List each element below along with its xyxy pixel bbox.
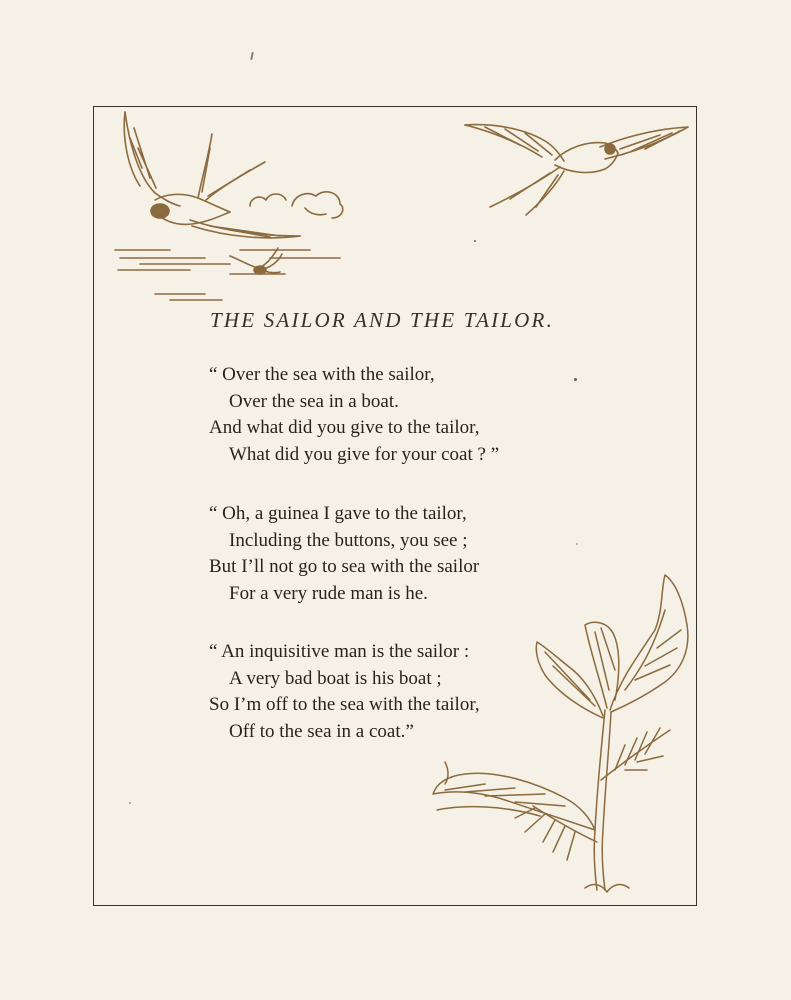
- poem-line: But I’ll not go to sea with the sailor: [209, 556, 480, 577]
- paper-speck: [129, 802, 131, 804]
- swallows-over-clouds-illustration: [110, 108, 355, 303]
- poem-line: A very bad boat is his boat ;: [229, 667, 442, 689]
- poem-line: Including the buttons, you see ;: [229, 529, 468, 551]
- poem-stanza-3: [209, 639, 480, 745]
- paper-speck: [576, 543, 578, 545]
- poem-line: Off to the sea in a coat.”: [229, 720, 414, 742]
- poem-line: So I’m off to the sea with the tailor,: [209, 694, 480, 715]
- poem-line: “ An inquisitive man is the sailor :: [209, 641, 470, 662]
- poem-line: “ Over the sea with the sailor,: [209, 364, 435, 385]
- poem-line: For a very rude man is he.: [229, 582, 428, 604]
- paper-speck: [474, 240, 476, 242]
- poem-line: What did you give for your coat ? ”: [229, 443, 500, 465]
- poem-line: And what did you give to the tailor,: [209, 417, 480, 438]
- flying-swallow-illustration: [460, 115, 695, 220]
- poem-line: Over the sea in a boat.: [229, 390, 399, 412]
- poem-title: THE SAILOR AND THE TAILOR.: [210, 308, 555, 332]
- poem-line: “ Oh, a guinea I gave to the tailor,: [209, 503, 467, 524]
- poem-stanza-1: [209, 362, 499, 468]
- poem-stanza-2: [209, 501, 479, 607]
- paper-speck: [574, 378, 577, 381]
- ink-speck-mark: [250, 52, 254, 60]
